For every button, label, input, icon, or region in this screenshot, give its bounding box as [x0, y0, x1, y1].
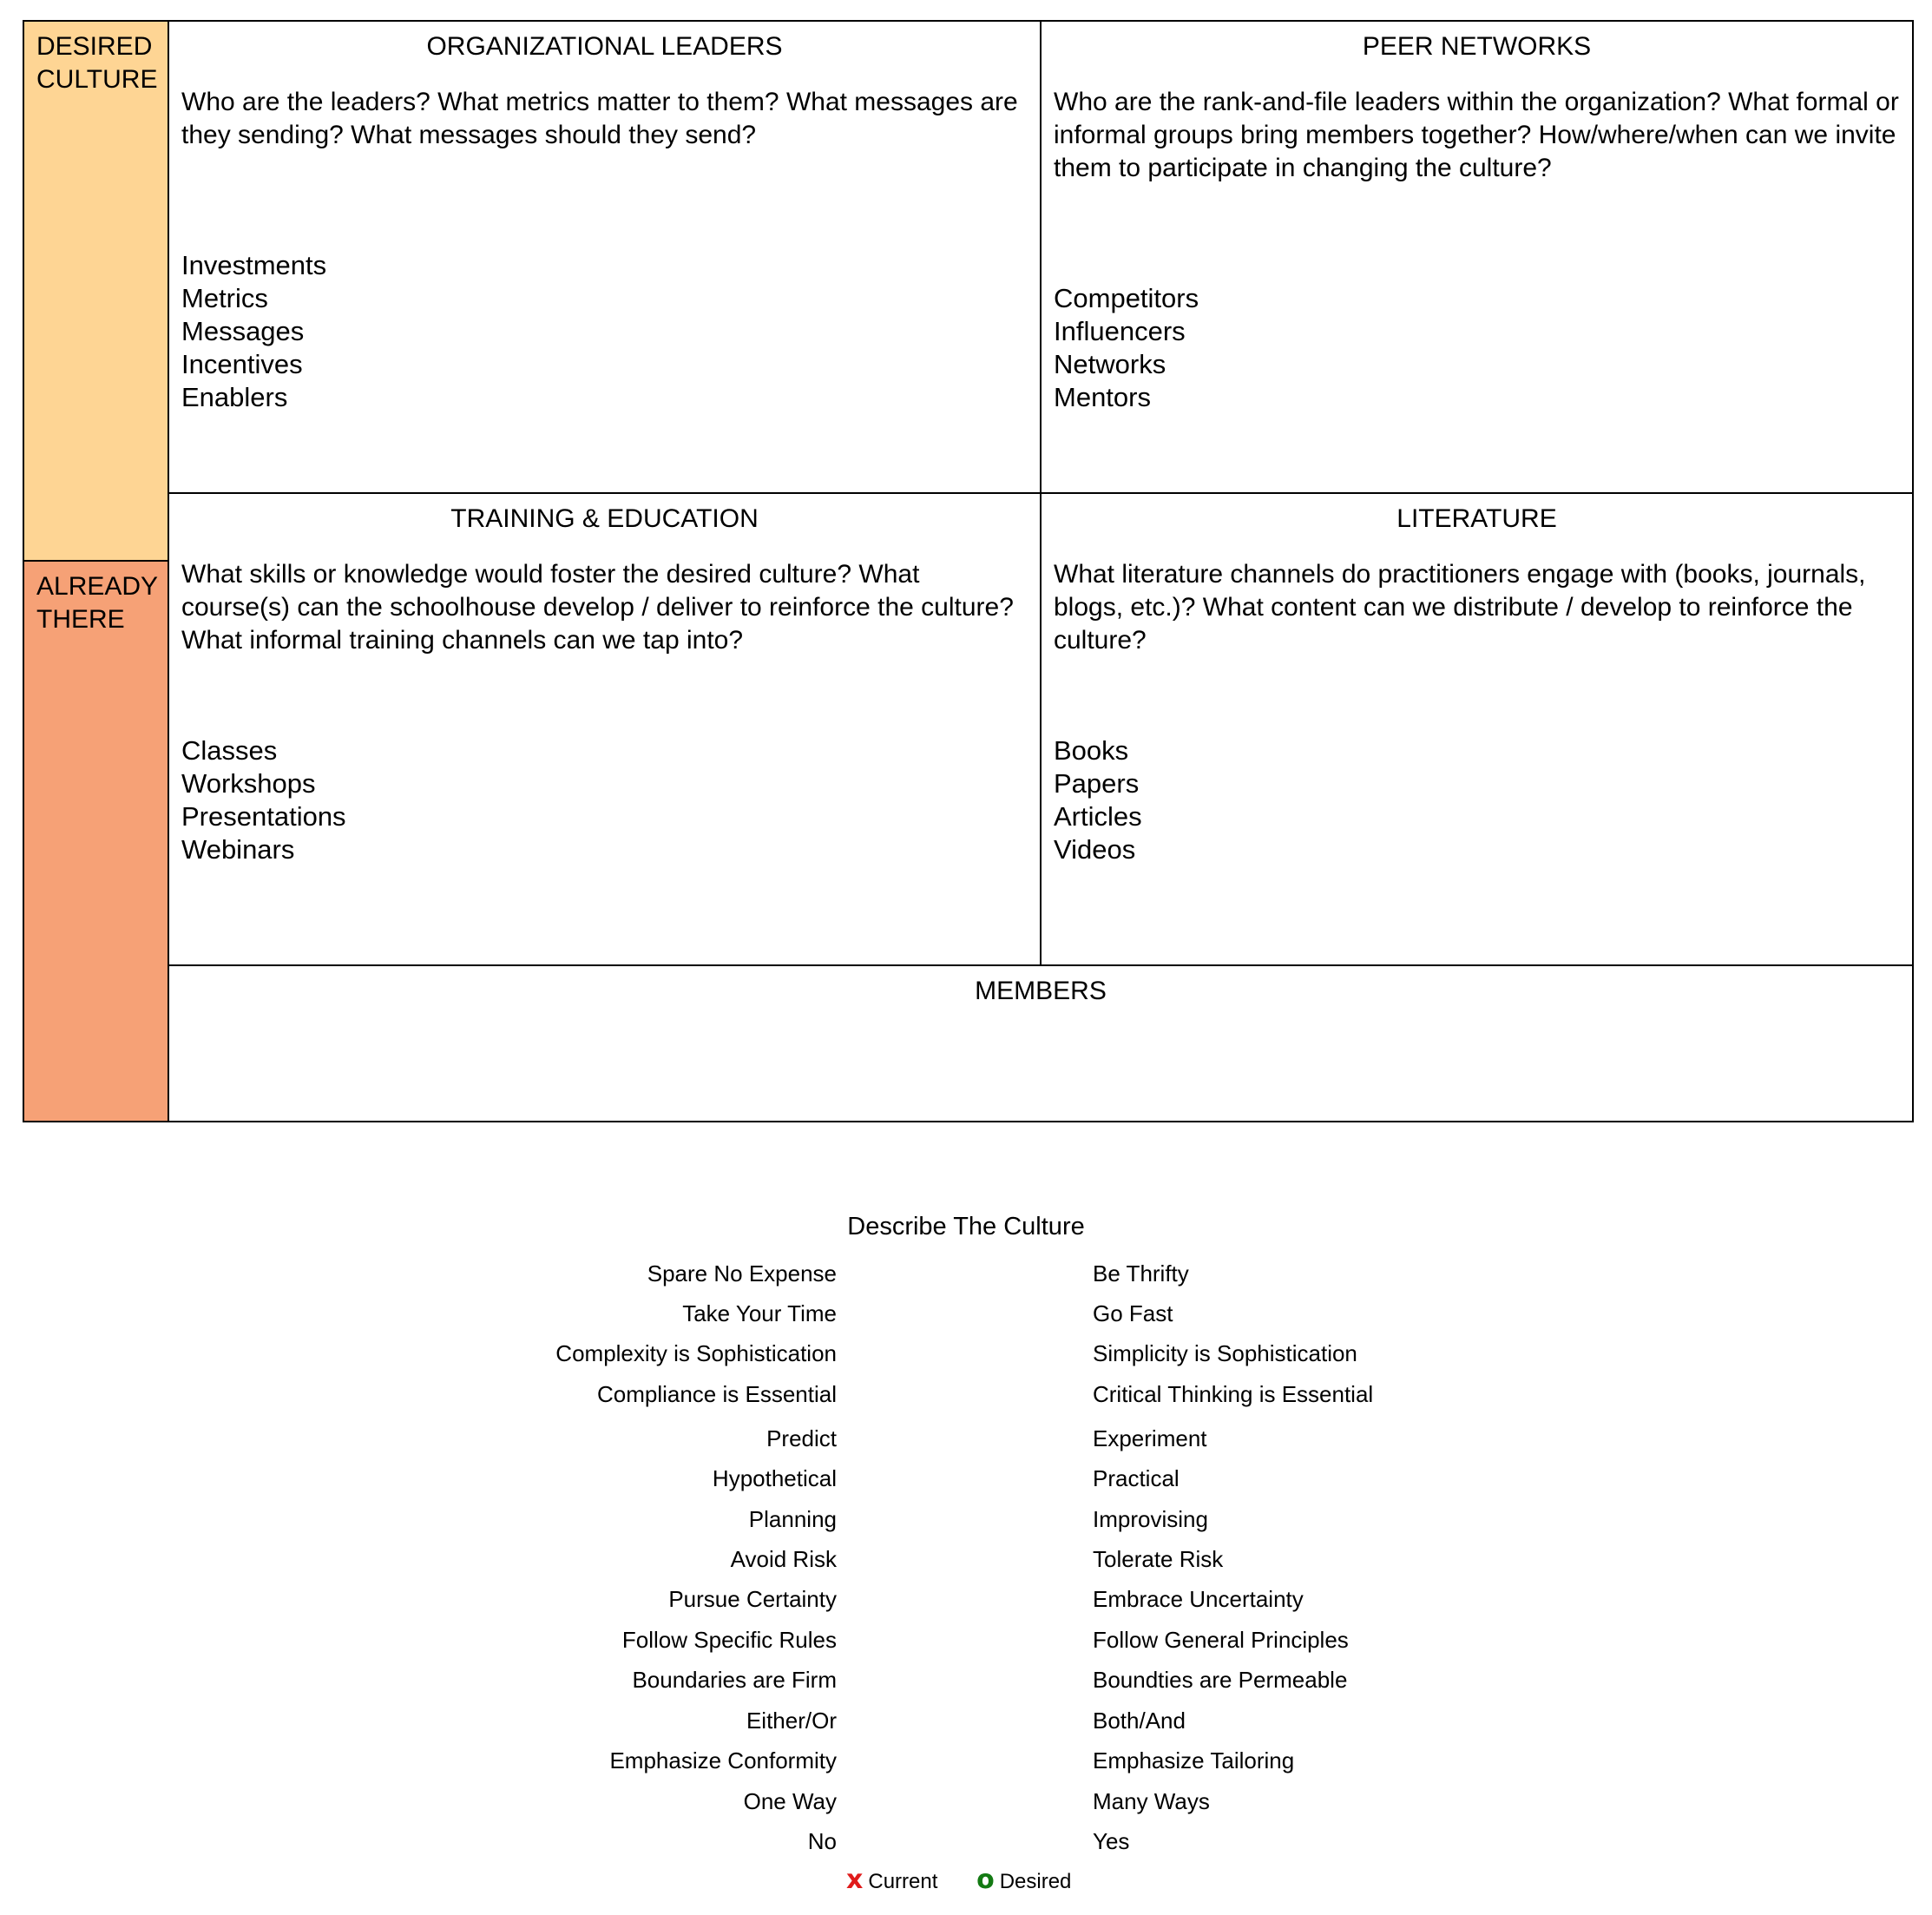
- pair-left-label: One Way: [743, 1788, 837, 1814]
- pair-left-label: Compliance is Essential: [596, 1381, 837, 1407]
- pair-right-label: Go Fast: [1093, 1300, 1173, 1326]
- cell-items: [181, 734, 346, 866]
- culture-pair-row: [0, 1298, 1932, 1329]
- legend-current-label: Current: [868, 1870, 938, 1893]
- pair-right-label: Simplicity is Sophistication: [1093, 1340, 1357, 1366]
- training-education-cell: [168, 492, 1042, 966]
- cell-item: Books: [1054, 735, 1129, 766]
- culture-pair-row: [0, 1705, 1932, 1736]
- cell-item: Classes: [181, 735, 278, 766]
- pair-left-label: Follow Specific Rules: [621, 1627, 837, 1653]
- pair-left-label: Take Your Time: [682, 1300, 837, 1326]
- cell-items: [1054, 282, 1199, 414]
- cell-title: TRAINING & EDUCATION: [450, 504, 759, 533]
- cell-title: MEMBERS: [975, 977, 1107, 1005]
- cell-title: PEER NETWORKS: [1362, 32, 1592, 61]
- pair-right-label: Experiment: [1093, 1425, 1207, 1451]
- cell-question: What skills or knowledge would foster the desired culture? What course(s) can the schoolhouse develop / deliver to reinforce the culture? What informal training channels can we tap into?: [181, 560, 1014, 655]
- legend-desired-label: Desired: [999, 1870, 1072, 1893]
- cell-title: LITERATURE: [1396, 504, 1557, 533]
- current-x-icon: x: [846, 1865, 864, 1895]
- pair-left-label: Complexity is Sophistication: [555, 1340, 837, 1366]
- pair-left-label: Emphasize Conformity: [609, 1747, 837, 1774]
- cell-items: [1054, 734, 1142, 866]
- legend-current: [846, 1865, 937, 1898]
- pair-right-label: Embrace Uncertainty: [1093, 1586, 1304, 1612]
- culture-pair-row: [0, 1258, 1932, 1289]
- describe-culture-title: Describe The Culture: [847, 1213, 1085, 1240]
- pair-right-label: Many Ways: [1093, 1788, 1210, 1814]
- culture-pair-row: [0, 1826, 1932, 1857]
- cell-item: Investments: [181, 250, 327, 280]
- pair-left-label: Planning: [748, 1506, 837, 1532]
- cell-item: Enablers: [181, 382, 288, 412]
- members-cell: [168, 964, 1914, 1122]
- culture-pair-row: [0, 1379, 1932, 1410]
- culture-pair-row: [0, 1786, 1932, 1817]
- culture-pair-row: [0, 1423, 1932, 1454]
- pair-left-label: Avoid Risk: [730, 1546, 837, 1572]
- legend: [846, 1865, 1104, 1896]
- peer-networks-cell: [1040, 20, 1914, 494]
- pair-right-label: Critical Thinking is Essential: [1093, 1381, 1374, 1407]
- desired-culture-label: DESIRED CULTURE: [36, 32, 158, 94]
- cell-item: Metrics: [181, 283, 268, 313]
- pair-left-label: No: [807, 1828, 837, 1854]
- pair-right-label: Follow General Principles: [1093, 1627, 1349, 1653]
- organizational-leaders-cell: [168, 20, 1042, 494]
- pair-right-label: Be Thrifty: [1093, 1260, 1189, 1287]
- pair-right-label: Yes: [1093, 1828, 1130, 1854]
- pair-right-label: Practical: [1093, 1465, 1180, 1491]
- pair-right-label: Emphasize Tailoring: [1093, 1747, 1295, 1774]
- culture-pair-row: [0, 1463, 1932, 1494]
- culture-pair-row: [0, 1745, 1932, 1776]
- pair-right-label: Improvising: [1093, 1506, 1208, 1532]
- culture-pair-row: [0, 1338, 1932, 1369]
- desired-culture-band: [23, 20, 169, 562]
- pair-left-label: Either/Or: [746, 1708, 837, 1734]
- pair-left-label: Pursue Certainty: [668, 1586, 837, 1612]
- cell-title: ORGANIZATIONAL LEADERS: [426, 32, 783, 61]
- pair-left-label: Boundaries are Firm: [632, 1667, 837, 1693]
- cell-items: [181, 249, 326, 414]
- cell-question: Who are the rank-and-file leaders within the organization? What formal or informal groups bring members together? How/where/when can we invite them to participate in changing the culture?: [1054, 88, 1899, 182]
- pair-right-label: Tolerate Risk: [1093, 1546, 1224, 1572]
- cell-item: Papers: [1054, 768, 1140, 799]
- cell-item: Webinars: [181, 834, 295, 865]
- pair-right-label: Boundties are Permeable: [1093, 1667, 1348, 1693]
- cell-question: What literature channels do practitioners engage with (books, journals, blogs, etc.)? What content can we distribute / develop to reinforce the culture?: [1054, 560, 1866, 655]
- cell-item: Workshops: [181, 768, 316, 799]
- cell-item: Videos: [1054, 834, 1136, 865]
- cell-item: Influencers: [1054, 316, 1186, 346]
- already-there-label: ALREADY THERE: [36, 572, 159, 634]
- cell-item: Articles: [1054, 801, 1142, 832]
- culture-pair-row: [0, 1543, 1932, 1575]
- cell-item: Presentations: [181, 801, 346, 832]
- pair-right-label: Both/And: [1093, 1708, 1186, 1734]
- literature-cell: [1040, 492, 1914, 966]
- desired-o-icon: o: [976, 1865, 995, 1895]
- culture-pair-row: [0, 1624, 1932, 1655]
- pair-left-label: Predict: [766, 1425, 837, 1451]
- culture-pair-row: [0, 1504, 1932, 1535]
- cell-item: Competitors: [1054, 283, 1199, 313]
- cell-item: Mentors: [1054, 382, 1151, 412]
- pair-left-label: Hypothetical: [712, 1465, 837, 1491]
- already-there-band: [23, 560, 169, 1122]
- culture-pair-row: [0, 1583, 1932, 1615]
- pair-left-label: Spare No Expense: [647, 1260, 837, 1287]
- cell-item: Networks: [1054, 349, 1166, 379]
- legend-desired: [976, 1865, 1071, 1898]
- cell-question: Who are the leaders? What metrics matter to them? What messages are they sending? What messages should they send?: [181, 88, 1018, 149]
- cell-item: Messages: [181, 316, 305, 346]
- culture-pair-row: [0, 1664, 1932, 1695]
- cell-item: Incentives: [181, 349, 303, 379]
